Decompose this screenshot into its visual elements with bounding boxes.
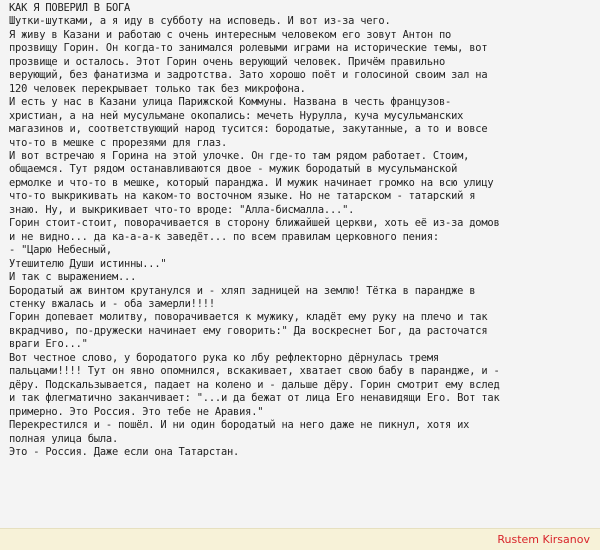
story-line: И есть у нас в Казани улица Парижской Коммуны. Названа в честь французов- — [9, 96, 452, 109]
story-line: и не видно... да ка-а-а-к заведёт... по всем правилам церковного пения: — [9, 230, 439, 243]
story-line: что-то в мешке с прорезями для глаз. — [9, 136, 228, 149]
story-title: КАК Я ПОВЕРИЛ В БОГА — [9, 2, 131, 14]
story-line: Утешителю Души истинны..." — [9, 257, 167, 270]
story-line: 120 человек перекрывает только так без микрофона. — [9, 82, 306, 95]
story-line: И так с выражением... — [9, 271, 137, 284]
story-line: стенку вжалась и - оба замерли!!!! — [9, 297, 215, 310]
story-line: верующий, без фанатизма и задротства. Зато хорошо поёт и голосиной своим зал на — [9, 69, 488, 82]
story-line: Перекрестился и - пошёл. И ни один бородатый на него даже не пикнул, хотя их — [9, 419, 470, 432]
story-line: Вот честное слово, у бородатого рука ко лбу рефлекторно дёрнулась тремя — [9, 351, 439, 364]
story-line: Это - Россия. Даже если она Татарстан. — [9, 445, 240, 458]
story-line: Шутки-шутками, а я иду в субботу на исповедь. И вот из-за чего. — [9, 15, 391, 28]
story-line: ермолке и что-то в мешке, который паранджа. И мужик начинает громко на всю улицу — [9, 176, 494, 189]
story-line: враги Его..." — [9, 338, 88, 351]
story-line: полная улица была. — [9, 432, 119, 445]
story-line: знаю. Ну, и выкрикивает что-то вроде: "Алла-бисмалла...". — [9, 203, 355, 216]
story-line: пальцами!!!! Тут он явно опомнился, вскакивает, хватает свою бабу в парандже, и - — [9, 365, 500, 378]
story-line: примерно. Это Россия. Это тебе не Аравия." — [9, 405, 264, 418]
story-line: прозвище и осталось. Этот Горин очень верующий человек. Причём правильно — [9, 55, 446, 68]
story-line: - "Царю Небесный, — [9, 244, 112, 257]
footer-bar — [0, 528, 600, 550]
story-line: Горин допевает молитву, поворачивается к мужику, кладёт ему руку на плечо и так — [9, 311, 488, 324]
story-line: прозвищу Горин. Он когда-то занимался ролевыми играми на исторические темы, вот — [9, 42, 488, 55]
story-line: И вот встречаю я Горина на этой улочке. Он где-то там рядом работает. Стоим, — [9, 149, 470, 162]
story-line: Бородатый аж винтом крутанулся и - хляп задницей на землю! Тётка в парандже в — [9, 284, 476, 297]
author-link[interactable]: Rustem Kirsanov — [497, 533, 590, 546]
story-line: вкрадчиво, по-дружески начинает ему говорить:" Да воскреснет Бог, да расточатся — [9, 324, 488, 337]
story-line: и так флегматично заканчивает: "...и да бежат от лица Его ненавидящи Его. Вот так — [9, 392, 500, 405]
story-line: Я живу в Казани и работаю с очень интересным человеком его зовут Антон по — [9, 28, 452, 41]
story-line: Горин стоит-стоит, поворачивается в сторону ближайшей церкви, хоть её из-за домов — [9, 217, 500, 230]
story-line: дёру. Подскальзывается, падает на колено и - дальше дёру. Горин смотрит ему вслед — [9, 378, 500, 391]
story-line: христиан, а на ней мусульмане окопались: мечеть Нурулла, куча мусульманских — [9, 109, 464, 122]
story-line: магазинов и, соответствующий народ тусится: бородатые, закутанные, а то и вовсе — [9, 123, 488, 136]
story-line: общаемся. Тут рядом останавливаются двое - мужик бородатый в мусульманской — [9, 163, 458, 176]
story-line: что-то выкрикивать на каком-то восточном языке. Но не татарском - татарский я — [9, 190, 476, 203]
